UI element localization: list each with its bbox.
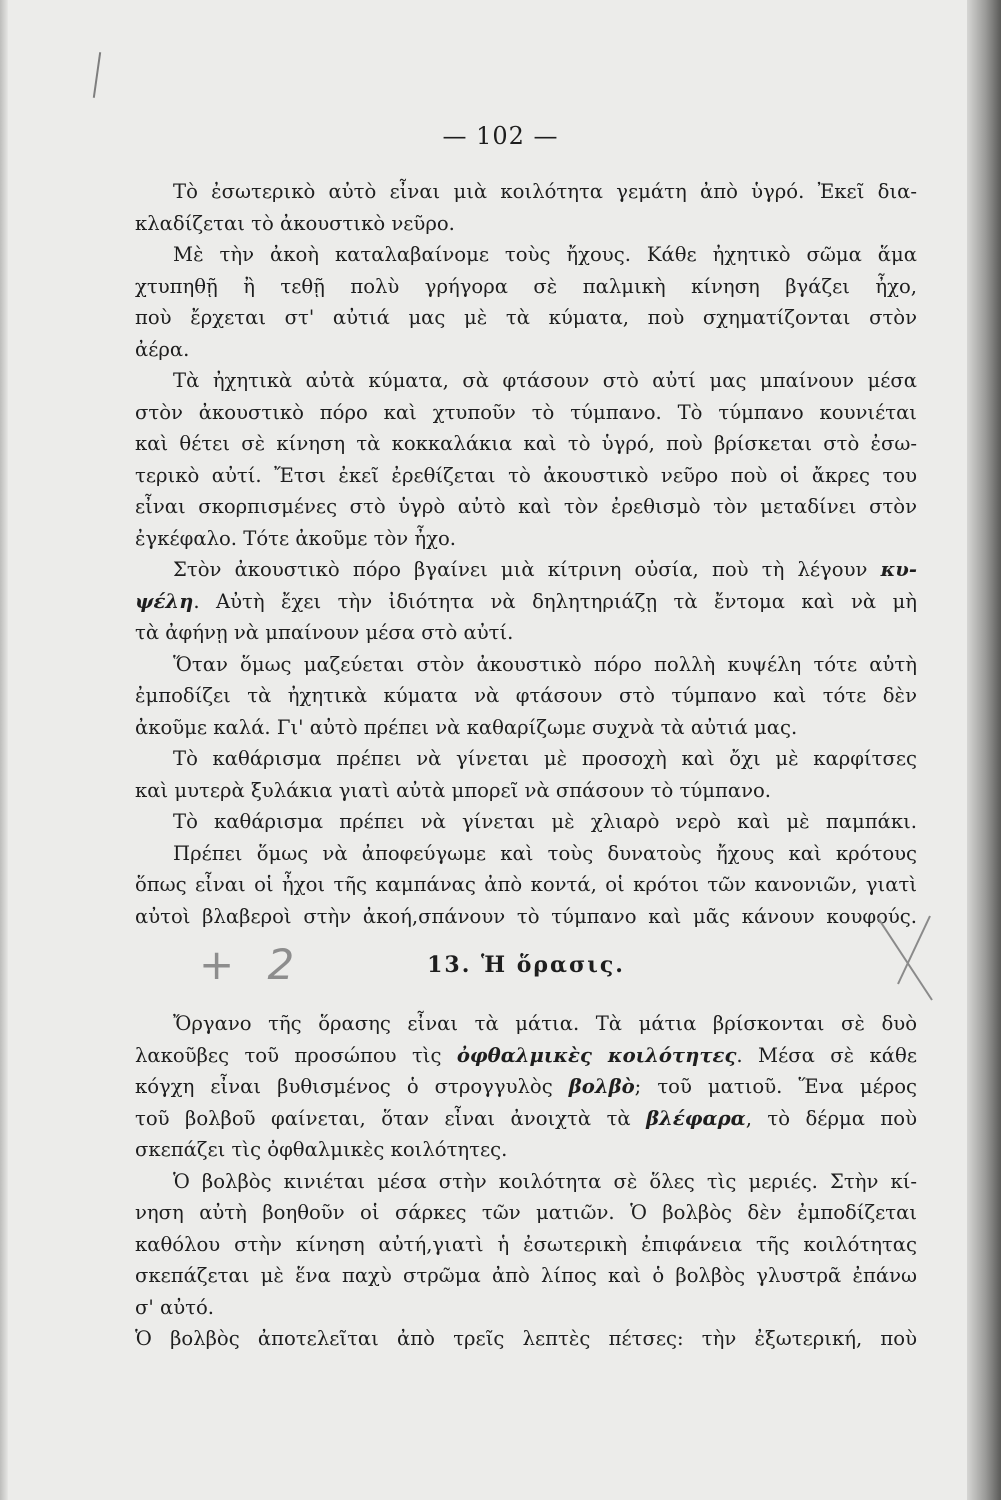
- text-line: ἐγκέφαλο. Τότε ἀκοῦμε τὸν ἦχο.: [135, 526, 457, 550]
- text-line: νηση αὐτὴ βοηθοῦν οἱ σάρκες τῶν ματιῶν. Ὁ βολβὸς δὲν ἐμποδίζεται: [135, 1201, 917, 1224]
- text-line: ἀκοῦμε καλά. Γι' αὐτὸ πρέπει νὰ καθαρίζωμε συχνὰ τὰ αὐτιά μας.: [135, 715, 798, 739]
- text-line: [135, 586, 917, 618]
- text-fragment: κόγχη εἶναι βυθισμένος ὁ στρογγυλὸς: [135, 1075, 569, 1098]
- text-line: [135, 554, 917, 586]
- term-eyelids: βλέφαρα: [646, 1106, 746, 1130]
- page-binding-shadow: [967, 0, 1001, 1500]
- text-fragment: . Μέσα σὲ κάθε: [736, 1043, 917, 1067]
- text-line: Τὸ καθάρισμα πρέπει νὰ γίνεται μὲ χλιαρὸ νερὸ καὶ μὲ παμπάκι.: [173, 810, 917, 833]
- term-kypseli: κυ-: [880, 558, 917, 581]
- text-fragment: , τὸ δέρμα ποὺ: [745, 1106, 917, 1130]
- hearing-section: [135, 176, 917, 932]
- pencil-mark: [93, 52, 101, 98]
- text-line: σ' αὐτό.: [135, 1295, 214, 1319]
- section-heading: 13. Ἡ ὅρασις.: [427, 952, 625, 978]
- text-line: Ὅταν ὅμως μαζεύεται στὸν ἀκουστικὸ πόρο πολλὴ κυψέλη τότε αὐτὴ: [173, 652, 917, 676]
- text-line: ἀέρα.: [135, 337, 190, 361]
- text-body: [135, 176, 917, 1355]
- text-line: ἐμποδίζει τὰ ἠχητικὰ κύματα νὰ φτάσουν στὸ τύμπανο καὶ τότε δὲν: [135, 684, 917, 707]
- text-fragment: τοῦ βολβοῦ φαίνεται, ὅταν εἶναι ἀνοιχτὰ τὰ: [135, 1106, 647, 1130]
- pencil-cross-mark: [870, 914, 940, 1004]
- text-line: Τὸ ἐσωτερικὸ αὐτὸ εἶναι μιὰ κοιλότητα γεμάτη ἀπὸ ὑγρό. Ἐκεῖ δια-: [173, 180, 917, 203]
- text-fragment: . Αὐτὴ ἔχει τὴν ἰδιότητα νὰ δηλητηριάζῃ τὰ ἔντομα καὶ νὰ μὴ: [193, 589, 917, 613]
- text-line: τερικὸ αὐτί. Ἔτσι ἐκεῖ ἐρεθίζεται τὸ ἀκουστικὸ νεῦρο ποὺ οἱ ἄκρες του: [135, 463, 917, 487]
- text-line: στὸν ἀκουστικὸ πόρο καὶ χτυποῦν τὸ τύμπανο. Τὸ τύμπανο κουνιέται: [135, 400, 917, 424]
- text-line: σκεπάζει τὶς ὀφθαλμικὲς κοιλότητες.: [135, 1138, 508, 1161]
- text-line: [135, 1103, 917, 1135]
- text-line: εἶναι σκορπισμένες στὸ ὑγρὸ αὐτὸ καὶ τὸν ἐρεθισμὸ τὸν μεταδίνει στὸν: [135, 495, 917, 518]
- term-ophthalmic-cavities: ὀφθαλμικὲς κοιλότητες: [456, 1043, 737, 1067]
- text-line: καθόλου στὴν κίνηση αὐτή,γιατὶ ἡ ἐσωτερικὴ ἐπιφάνεια τῆς κοιλότητας: [135, 1232, 917, 1256]
- text-line: αὐτοὶ βλαβεροὶ στὴν ἀκοή,σπάνουν τὸ τύμπανο καὶ μᾶς κάνουν κουφούς.: [135, 904, 917, 928]
- page-left-edge: [0, 0, 8, 1500]
- text-line: χτυπηθῇ ἢ τεθῇ πολὺ γρήγορα σὲ παλμικὴ κίνηση βγάζει ἦχο,: [135, 274, 917, 298]
- text-line: σκεπάζεται μὲ ἕνα παχὺ στρῶμα ἀπὸ λίπος καὶ ὁ βολβὸς γλυστρᾶ ἐπάνω: [135, 1264, 917, 1287]
- pencil-margin-note: + 2: [199, 940, 305, 989]
- vision-section: [135, 1008, 917, 1355]
- text-line: Τὸ καθάρισμα πρέπει νὰ γίνεται μὲ προσοχὴ καὶ ὄχι μὲ καρφίτσες: [173, 747, 917, 770]
- term-kypseli: ψέλη: [135, 589, 194, 613]
- text-line: [135, 1071, 917, 1103]
- text-line: Ὁ βολβὸς ἀποτελεῖται ἀπὸ τρεῖς λεπτὲς πέτσες: τὴν ἐξωτερική, ποὺ: [135, 1327, 917, 1350]
- text-fragment: λακοῦβες τοῦ προσώπου τὶς: [135, 1043, 457, 1067]
- text-line: [135, 1040, 917, 1072]
- text-line: καὶ θέτει σὲ κίνηση τὰ κοκκαλάκια καὶ τὸ ὑγρό, ποὺ βρίσκεται στὸ ἐσω-: [135, 432, 917, 455]
- text-fragment: ; τοῦ ματιοῦ. Ἕνα μέρος: [634, 1075, 917, 1098]
- text-line: κλαδίζεται τὸ ἀκουστικὸ νεῦρο.: [135, 211, 455, 235]
- text-line: Πρέπει ὅμως νὰ ἀποφεύγωμε καὶ τοὺς δυνατοὺς ἤχους καὶ κρότους: [173, 841, 917, 865]
- text-line: καὶ μυτερὰ ξυλάκια γιατὶ αὐτὰ μπορεῖ νὰ σπάσουν τὸ τύμπανο.: [135, 778, 772, 802]
- text-line: Ὄργανο τῆς ὅρασης εἶναι τὰ μάτια. Τὰ μάτια βρίσκονται σὲ δυὸ: [173, 1012, 917, 1035]
- text-line: Μὲ τὴν ἀκοὴ καταλαβαίνομε τοὺς ἤχους. Κάθε ἠχητικὸ σῶμα ἅμα: [173, 243, 917, 266]
- text-line: Ὁ βολβὸς κινιέται μέσα στὴν κοιλότητα σὲ ὅλες τὶς μεριές. Στὴν κί-: [173, 1169, 917, 1193]
- text-line: ὅπως εἶναι οἱ ἦχοι τῆς καμπάνας ἀπὸ κοντά, οἱ κρότοι τῶν κανονιῶν, γιατὶ: [135, 873, 917, 896]
- text-fragment: Στὸν ἀκουστικὸ πόρο βγαίνει μιὰ κίτρινη οὐσία, ποὺ τὴ λέγουν: [173, 558, 881, 581]
- term-bulb: βολβὸ: [568, 1075, 635, 1098]
- text-line: τὰ ἀφήνῃ νὰ μπαίνουν μέσα στὸ αὐτί.: [135, 621, 514, 644]
- text-line: Τὰ ἠχητικὰ αὐτὰ κύματα, σὰ φτάσουν στὸ αὐτί μας μπαίνουν μέσα: [173, 369, 917, 392]
- section-heading-row: [135, 932, 917, 1008]
- page-number: — 102 —: [442, 122, 559, 150]
- text-line: ποὺ ἔρχεται στ' αὐτιά μας μὲ τὰ κύματα, ποὺ σχηματίζονται στὸν: [135, 306, 917, 329]
